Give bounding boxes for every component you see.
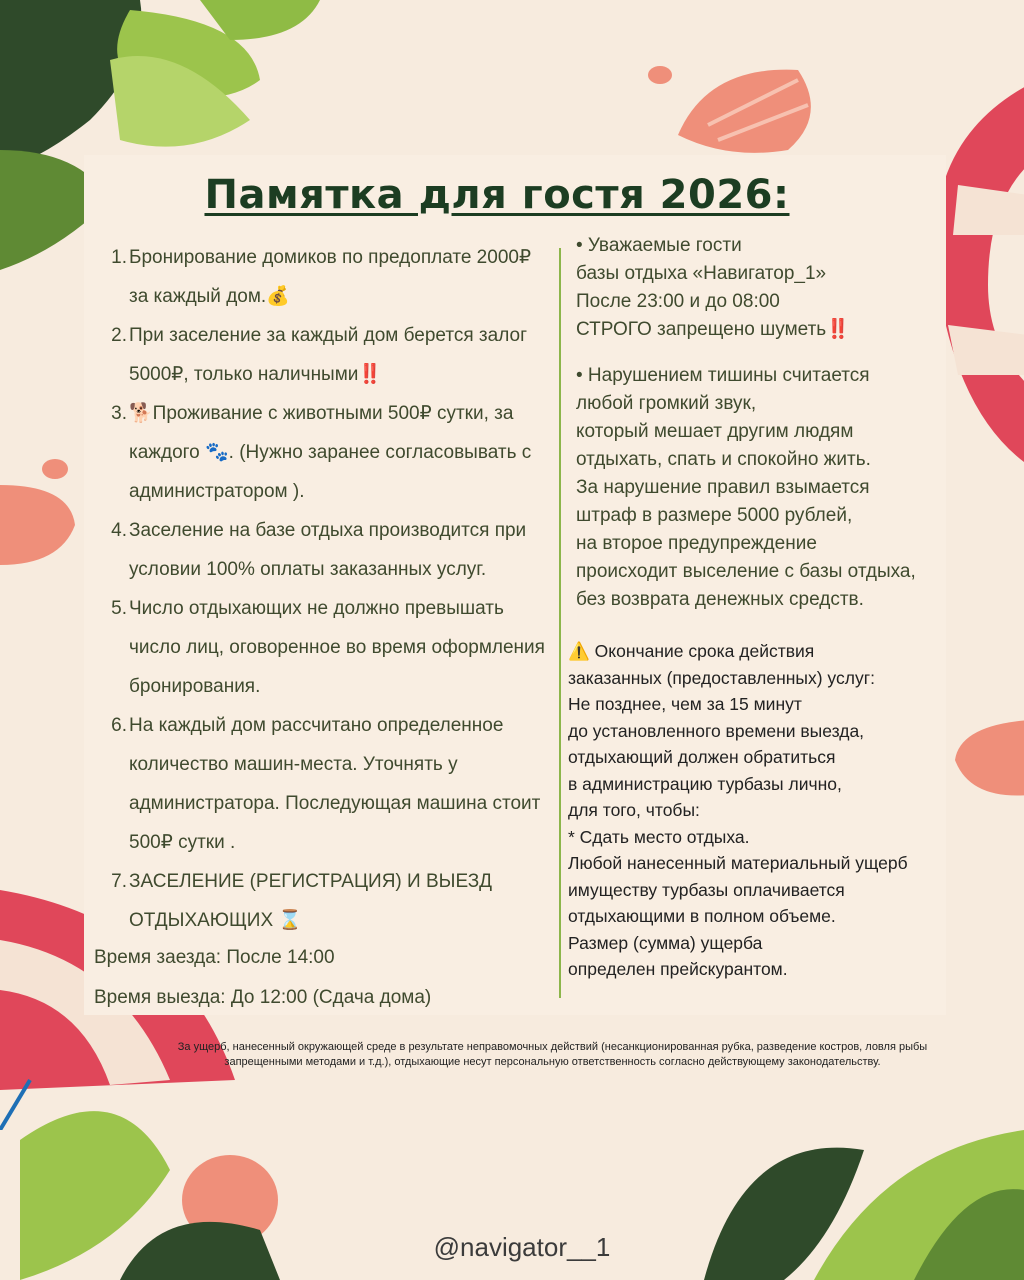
quiet-hours-column [576, 232, 976, 614]
rules-column [94, 238, 555, 1008]
rule-text: При заселение за каждый дом берется залог 5000₽, только наличными‼️ [129, 325, 527, 385]
shell-left [0, 455, 90, 575]
environment-liability-footnote: За ущерб, нанесенный окружающей среде в результате неправомочных действий (несанкционированная рубка, разведение костров, ловля рыбы запрещенными методами и т.д.), отдыхающие несут персональную ответственность согласно действующему законодательству. [177, 1041, 928, 1068]
column-divider [559, 248, 561, 998]
rule-text: Бронирование домиков по предоплате 2000₽ за каждый дом.💰 [129, 247, 532, 307]
rule-number: 2. [111, 325, 127, 346]
rule-number: 1. [111, 247, 127, 268]
checkout-time: Время выезда: До 12:00 (Сдача дома) [94, 987, 432, 1008]
rule-number: 6. [111, 715, 127, 736]
rule-text: Заселение на базе отдыха производится при условии 100% оплаты заказанных услуг. [129, 520, 527, 580]
rules-list [100, 238, 555, 940]
rule-item [100, 316, 555, 394]
noise-violation-notice: • Нарушением тишины считается любой громкий звук, который мешает другим людям отдыхать, спать и спокойно жить. За нарушение правил взымается штраф в размере 5000 рублей, на второе предупреждение происходит выселение с базы отдыха, без возврата денежных средств. [576, 365, 916, 610]
instagram-handle: @navigator__1 [433, 1232, 611, 1262]
checkout-notice: ⚠️ Окончание срока действия заказанных (предоставленных) услуг: Не позднее, чем за 15 минут до установленного времени выезда, отдыхающий должен обратиться в администрацию турбазы лично, для того, чтобы: * Сдать место отдыха. Любой нанесенный материальный ущерб имуществу турбазы оплачивается отдыхающими в полном объеме. Размер (сумма) ущерба определен прейскурантом. [568, 641, 908, 979]
quiet-hours-notice: • Уважаемые гости базы отдыха «Навигатор_1» После 23:00 и до 08:00 СТРОГО запрещено шуметь‼️ [576, 235, 850, 340]
rule-text: 🐕Проживание с животными 500₽ сутки, за каждого 🐾. (Нужно заранее согласовывать с администратором ). [129, 403, 532, 502]
rule-item [100, 706, 555, 862]
page-title: Памятка для гостя 2026: [204, 172, 790, 218]
rule-item [100, 511, 555, 589]
rule-number: 5. [111, 598, 127, 619]
rule-number: 7. [111, 871, 127, 892]
rule-number: 4. [111, 520, 127, 541]
spacer [576, 344, 976, 362]
rule-text: ЗАСЕЛЕНИЕ (РЕГИСТРАЦИЯ) И ВЫЕЗД ОТДЫХАЮЩИХ ⌛ [129, 871, 493, 931]
rule-number: 3. [111, 403, 127, 424]
rule-item [100, 394, 555, 511]
rule-item [100, 238, 555, 316]
shell-top [648, 55, 828, 165]
rule-text: Число отдыхающих не должно превышать число лиц, оговоренное во время оформления бронирования. [129, 598, 545, 697]
rule-item [100, 862, 555, 940]
rule-text: На каждый дом рассчитано определенное количество машин-места. Уточнять у администратора. Последующая машина стоит 500₽ сутки . [129, 715, 541, 853]
checkin-time: Время заезда: После 14:00 [94, 947, 335, 968]
rule-item [100, 589, 555, 706]
